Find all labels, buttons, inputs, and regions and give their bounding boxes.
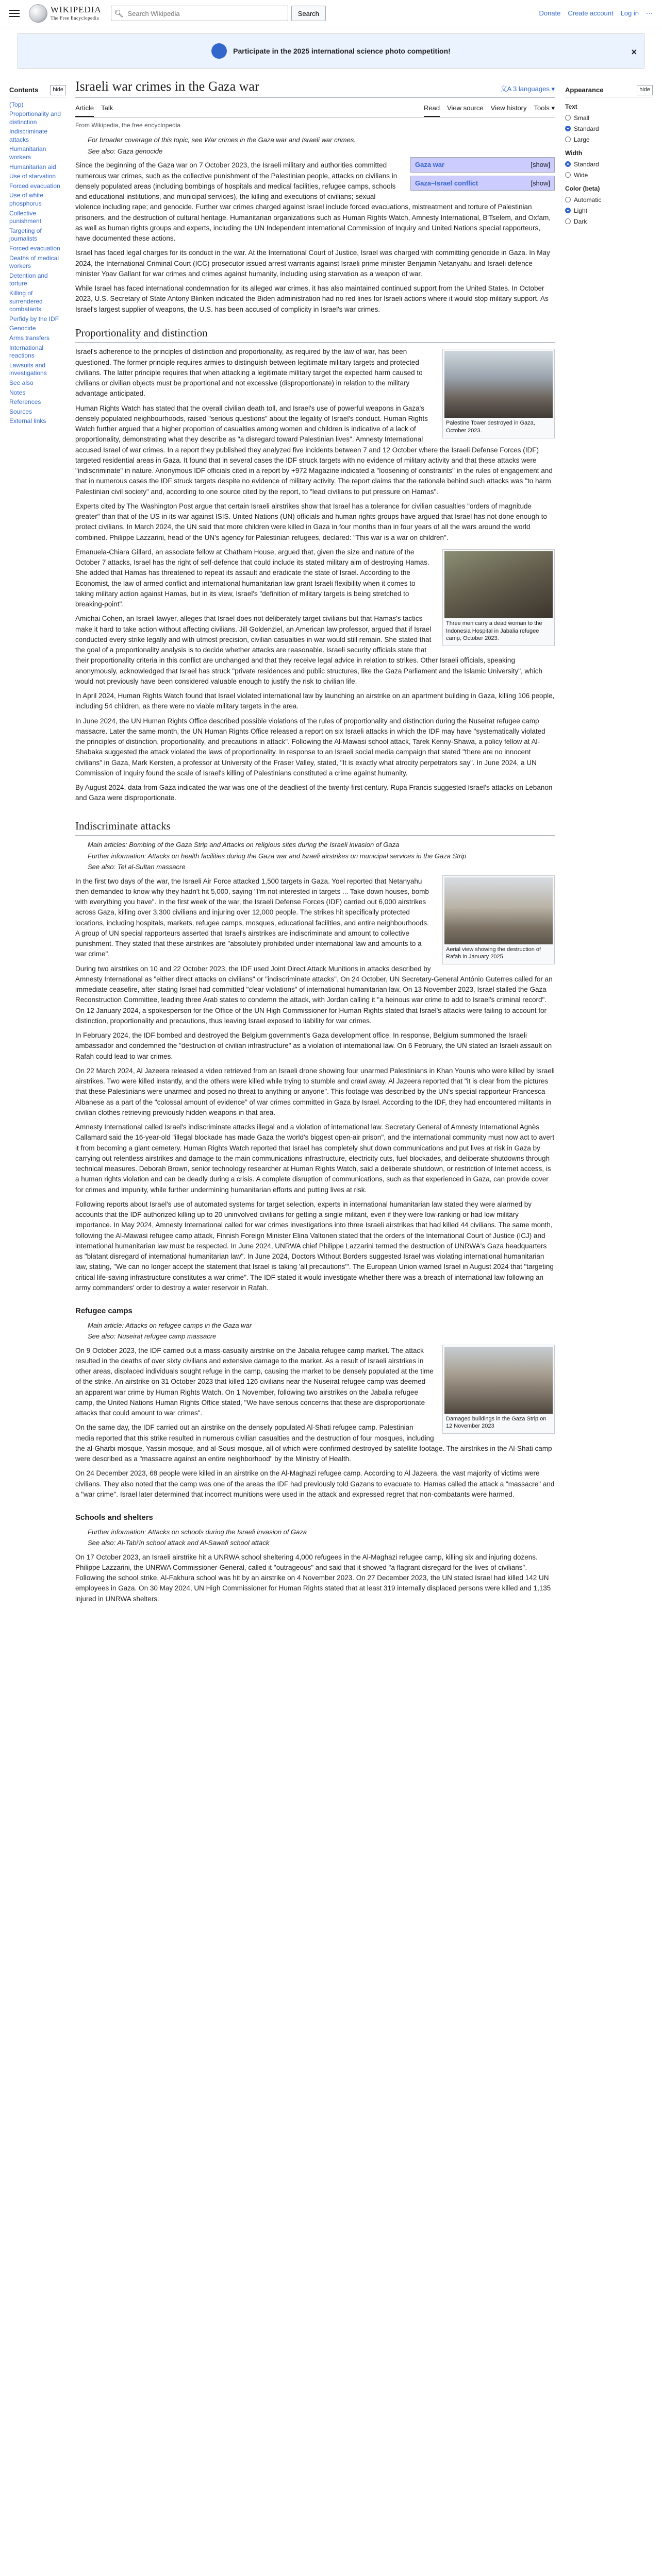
appearance-option-label: Wide [574, 171, 588, 179]
appearance-option-label: Standard [574, 125, 599, 132]
appearance-hide-button[interactable]: hide [637, 85, 653, 95]
toc-item[interactable]: Indiscriminate attacks [9, 128, 48, 143]
radio-icon[interactable] [565, 115, 571, 121]
appearance-option[interactable] [565, 160, 653, 169]
figure-caption: Damaged buildings in the Gaza Strip on 12 November 2023 [446, 1415, 547, 1430]
toc-item[interactable]: References [9, 398, 41, 406]
article-content [75, 75, 555, 1608]
figure-image[interactable] [444, 551, 553, 618]
hatnote: See also: Gaza genocide [88, 147, 163, 155]
figure [442, 549, 555, 647]
toc-item[interactable]: Detention and torture [9, 272, 48, 287]
appearance-option[interactable] [565, 113, 653, 123]
toc-item[interactable]: Sources [9, 408, 32, 415]
toc-item[interactable]: See also [9, 379, 34, 386]
paragraph: Human Rights Watch has stated that the overall civilian death toll, and Israel's use of powerful weapons in Gaza's densely populated neighbourhoods, raised "serious questions" about the legality of Israel's conduct. Human Rights Watch further argued that a higher proportion of casualties among women and children is indicative of a lack of proportionality, demonstrating what they describe as "a disregard toward Palestinian lives". Amnesty International accused Israel of war crimes. In a report they published they analyzed five incidents between 7 and 12 October where the Israeli Defense Forces (IDF) targeted residential areas in Gaza. It found that in several cases the IDF struck targets with no evidence of military activity and that these attacks were "indiscriminate" in nature. Anonymous IDF officials cited in a report by +972 Magazine indicated a "loosening of constraints" in the rules of engagement and that in numerous cases the IDF struck targets despite no evidence of military activity. The report claims that the rationale behind such attacks was "to harm Palestinian civil society" and, according to one source cited by the report, to "lead civilians to put pressure on Hamas". [75, 404, 553, 496]
figure [442, 875, 555, 965]
toc-item[interactable]: Forced evacuation [9, 182, 60, 190]
navbox-show-link[interactable]: [show] [531, 179, 550, 187]
tab-tools[interactable]: Tools ▾ [534, 104, 555, 112]
figure [442, 1345, 555, 1434]
figure-image[interactable] [444, 1347, 553, 1414]
paragraph: In February 2024, the IDF bombed and destroyed the Belgium government's Gaza development office. In response, Belgium summoned the Israeli ambassador and condemned the "destruction of civilian infrastructure" as a violation of international law. On 6 February, the UN stated an Israeli assault on Rafah could lead to war crimes. [75, 1031, 552, 1060]
paragraph: By August 2024, data from Gaza indicated the war was one of the deadliest of the twenty-first century. Rupa Francis suggested Israel's attacks on Lebanon and Gaza were disproportionate. [75, 784, 553, 802]
figure-image[interactable] [444, 877, 553, 944]
toc-item[interactable]: Humanitarian workers [9, 145, 46, 161]
paragraph: While Israel has faced international condemnation for its alleged war crimes, it has also maintained continued support from the United States. In October 2023, U.S. Secretary of State Antony Blinken indicated the Biden administration had no red lines for Israeli actions where it would stop military support. As Israel's largest supplier of weapons, the U.S. has been accused of complicity in Israel's war crimes. [75, 284, 549, 313]
banner-text[interactable]: Participate in the 2025 international science photo competition! [233, 46, 451, 55]
figure [442, 349, 555, 438]
paragraph: Emanuela-Chiara Gillard, an associate fellow at Chatham House, argued that, given the size and nature of the October 7 attacks, Israel has the right of self-defence that could include its stated military aim of destroying Hamas. She added that Hamas has threatened to repeat its assault and eradicate the state of Israel. According to the Economist, the law of armed conflict and international humanitarian law grant Israeli flexibility when it comes to taking military action against Hamas, but in its view, Israel's "definition of military targets is being stretched to breaking-point". [75, 548, 429, 608]
appearance-option-label: Large [574, 135, 590, 143]
toc-hide-button[interactable]: hide [50, 85, 66, 95]
paragraph: In the first two days of the war, the Israeli Air Force attacked 1,500 targets in Gaza. Yoel reported that Netanyahu then demanded to know why they hadn't hit 5,000, saying "I'm not interested in targets ... Take down houses, bomb with everything you have". In the first week of the war, the Israeli Defense Forces (IDF) carried out 6,000 airstrikes across Gaza, killing over 3,300 civilians and injuring over 12,000 people. The strikes hit specifically protected locations, including hospitals, markets, refugee camps, mosques, educational facilities, and entire neighbourhoods. A group of UN special rapporteurs asserted that Israel's airstrikes are indiscriminate and amount to collective punishment. They stated that these airstrikes are "absolutely prohibited under international law and amounts to a war crime". [75, 877, 429, 958]
paragraph: In April 2024, Human Rights Watch found that Israel violated international law by launching an airstrike on an apartment building in Gaza, killing 106 people, including 54 children, as there were no viable military targets in the area. [75, 692, 555, 710]
toc-item[interactable]: Proportionality and distinction [9, 110, 61, 126]
toc-item[interactable]: Use of starvation [9, 173, 56, 180]
toc-item[interactable]: Targeting of journalists [9, 227, 42, 243]
radio-icon[interactable] [565, 161, 571, 167]
toc-item[interactable]: Collective punishment [9, 209, 42, 225]
paragraph: On 22 March 2024, Al Jazeera released a video retrieved from an Israeli drone showing four unarmed Palestinians in Khan Younis who were killed by Israeli airstrikes. Two were killed instantly, and the others were killed while trying to stumble and crawl away. Al Jazeera reported that "it is clear from the pictures that these Palestinians were unarmed and posed no threat to anything or anyone". This footage was described by the UN's special rapporteur Francesca Albanese as a part of the "colossal amount of evidence" of war crimes committed in Gaza by Israel. According to the IDF, they had encountered militants in civilian clothes retrieving previously hidden weapons in that area. [75, 1066, 555, 1116]
appearance-group-label: Width [565, 149, 583, 157]
paragraph: On 24 December 2023, 68 people were killed in an airstrike on the Al-Maghazi refugee camp. According to Al Jazeera, the vast majority of victims were civilians. They also noted that the camp was one of the areas the IDF had previously told Gazans to evacuate to. Hamas called the attack a "massacre" and a "war crime". Israel later determined that incorrect munitions were used in the attack and expressed regret that non-combatants were harmed. [75, 1469, 555, 1498]
section-heading: Refugee camps [75, 1307, 133, 1316]
paragraph: Amnesty International called Israel's indiscriminate attacks illegal and a violation of international law. Secretary General of Amnesty International Agnès Callamard said the 16-year-old "illegal blockade has made Gaza the world's biggest open-air prison", and the international community must now act to avert it from becoming a giant cemetery. Human Rights Watch reported that Israel has completely shut down communications and put lives at risk in Gaza by carrying out relentless airstrikes and damage to the main communications infrastructure, electricity cuts, fuel blockades, and deliberate shutdowns through technical measures. Deborah Brown, senior technology researcher at Human Rights Watch, said a deliberate shutdown, or restriction of Internet access, is a human rights violation and can be deadly during a crisis. A complete disruption of communications, such as that experienced in Gaza, can provide cover for crimes and impunity, while further undermining humanitarian efforts and putting lives at risk. [75, 1123, 555, 1194]
main-menu-icon[interactable] [9, 10, 20, 17]
section-heading: Indiscriminate attacks [75, 818, 555, 836]
site-notice-banner [18, 33, 644, 69]
search-input[interactable] [126, 9, 262, 18]
toc-item[interactable]: Arms transfers [9, 334, 50, 342]
paragraph: On the same day, the IDF carried out an airstrike on the densely populated Al-Shati refugee camp. Palestinian media reported that this strike resulted in numerous civilian casualties and the destruction of four mosques, including the al-Gharbi mosque, Yassin mosque, and al-Sousi mosque, all of which were confirmed destroyed by satellite footage. The airstrikes in the Al-Shati camp were described as a "massacre against an entire neighborhood" by the Ministry of Health. [75, 1423, 552, 1463]
site-header [0, 0, 662, 27]
section-heading: Schools and shelters [75, 1513, 153, 1522]
toc-item[interactable]: Genocide [9, 325, 36, 332]
appearance-option-label: Light [574, 207, 588, 214]
navbox-title[interactable]: Gaza war [415, 161, 445, 169]
paragraph: On 17 October 2023, an Israeli airstrike hit a UNRWA school sheltering 4,000 refugees in the Al-Maghazi refugee camp, killing six and injuring dozens. Philippe Lazzarini, the UNRWA Commissioner-General, called it "outrageous" and said that it showed "a flagrant disregard for the lives of civilians". Following the school strike, Al-Fakhura school was hit by an airstrike on 4 November 2023. On 27 December 2023, the UN stated Israel had killed 142 UN employees in Gaza. On 30 May 2024, UN High Commissioner for Human Rights stated that at least 319 internally displaced persons were killed and 1,135 injured in UNRWA shelters. [75, 1553, 551, 1603]
hatnote: Main articles: Bombing of the Gaza Strip and Attacks on religious sites during the Israeli invasion of Gaza [88, 841, 400, 849]
toc-item[interactable]: Lawsuits and investigations [9, 361, 47, 377]
appearance-group-label: Color (beta) [565, 184, 600, 192]
header-link[interactable]: Create account [568, 9, 614, 18]
paragraph: Since the beginning of the Gaza war on 7 October 2023, the Israeli military and authorities committed numerous war crimes, such as the collective punishment of the Palestinian people, attacks on civilians in densely populated areas (including bombings of hospitals and medical facilities, refugee camps, schools and educational institutions, and municipal services), the killing and executions of civilians; sexual violence including rape; and genocide. Further war crimes charged against Israel include forced evacuations, mistreatment and torture of Palestinian prisoners, and the destruction of cultural heritage. Humanitarian organizations such as Human Rights Watch, Amnesty International, B'Tselem, and Oxfam, as well as human rights groups and experts, including the UN Independent International Commission of Inquiry and United Nations special rapporteurs, have documented these actions. [75, 161, 551, 243]
paragraph: Amichai Cohen, an Israeli lawyer, alleges that Israel does not deliberately target civilians but that Hamas's tactics make it hard to take action without affecting civilians. Jill Goldenziel, an American law professor, argued that if Israel conducted every strike legally and with utmost precision, civilian casualties in war would still remain. She stated that the goal of a proportionality analysis is to decide whether attacks are reasonable. Israeli security officials state that their proportionality criteria in this conflict are unchanged and that they receive legal advice in relation to strikes. Other Israeli officials, speaking anonymously, acknowledged that Israel has struck "private residences and public structures, like the Gaza Parliament and the Islamic University", which would not previously have been considered valuable enough to justify the risk to civilian life. [75, 615, 543, 685]
appearance-option[interactable] [565, 195, 653, 205]
figure-image[interactable] [444, 351, 553, 418]
logo-subtitle: The Free Encyclopedia [51, 15, 99, 21]
navbox-row [410, 176, 555, 191]
sidebar-navbox [410, 157, 555, 194]
tab-view-source[interactable]: View source [447, 104, 484, 112]
appearance-panel [565, 75, 653, 1608]
paragraph: Following reports about Israel's use of automated systems for target selection, experts in international humanitarian law stated they were alarmed by accounts that the IDF authorized killing up to 20 uninvolved civilians for getting a single militant, even if they were low-ranking or had low military importance. In May 2024, Amnesty International called for war crimes investigations into three Israeli airstrikes that had killed 44 civilians. The same month, following the Al-Mawasi refugee camp attack, Finnish Foreign Minister Elina Valtonen stated that the orders of the International Court of Justice (ICJ) and international humanitarian law must be respected. In June 2024, UNRWA chief Philippe Lazzarini termed the destruction of UNRWA's Gaza headquarters as "blatant disregard of international humanitarian law". In June 2024, Doctors Without Borders suggested Israel was violating international humanitarian law, stating, "We can no longer accept the statement that Israel is taking 'all precautions'". The European Union warned Israel in August 2024 that "targeting critical life-saving infrastructure constitutes a war crime". The IDF stated it would investigate whether there was a breach of international law following an army commanders' order to destroy a water reservoir in Rafah. [75, 1200, 554, 1292]
hatnote: Further information: Attacks on health facilities during the Gaza war and Israeli airstrikes on municipal services in the Gaza Strip [88, 852, 467, 860]
hatnote: Further information: Attacks on schools during the Israeli invasion of Gaza [88, 1528, 307, 1536]
appearance-option-label: Dark [574, 217, 587, 225]
page-title: Israeli war crimes in the Gaza war [75, 79, 259, 94]
appearance-option-label: Standard [574, 160, 599, 168]
search-button[interactable]: Search [291, 6, 326, 21]
radio-icon[interactable] [565, 218, 571, 224]
section-heading: Proportionality and distinction [75, 325, 555, 343]
globe-icon [29, 4, 47, 23]
table-of-contents [9, 75, 66, 1608]
paragraph: Israel has faced legal charges for its conduct in the war. At the International Court of Justice, Israel was charged with committing genocide in Gaza. In May 2024, the International Criminal Court (ICC) prosecutor issued arrest warrants against Israeli prime minister Benjamin Netanyahu and Israeli defence minister Yoav Gallant for war crimes and crimes against humanity, including using starvation as a weapon of war. [75, 249, 550, 278]
header-link[interactable]: Log in [620, 9, 639, 18]
paragraph: In June 2024, the UN Human Rights Office described possible violations of the rules of proportionality and distinction during the Nuseirat refugee camp massacre. Later the same month, the UN Human Rights Office released a report on six Israeli attacks in which the IDF may have "systematically violated the principles of distinction, proportionality, and precautions in attack". Following the Al-Mawasi school attack, Tarek Kenny-Shawa, a policy fellow at Al-Shabaka suggested the attack violated the laws of proportionality. In response to an Israeli social media campaign that stated "there are no innocent civilians" in Gaza, Mark Kersten, a professor at University of the Fraser Valley, stated, "It is exactly what atrocity perpetrators say". In June 2024, a UN Commission of Inquiry found the scale of Israel's killing of Palestinians constituted a crime against humanity. [75, 717, 545, 777]
paragraph: Experts cited by The Washington Post argue that certain Israeli airstrikes show that Israel has a tolerance for civilian casualties "orders of magnitude greater" than that of the US in its war against ISIS. United Nations (UN) officials and human rights groups have argued that Israel has not done enough to protect civilians. In March 2024, the UN said that more children were killed in Gaza in four months than in four years of all the wars around the world combined. Philippe Lazzarini, head of the UN's agency for Palestinian refugees, declared: "This war is a war on children". [75, 502, 547, 541]
header-link[interactable]: ··· [646, 9, 653, 18]
figure-caption: Aerial view showing the destruction of Rafah in January 2025 [446, 946, 541, 960]
toc-title: Contents [9, 86, 39, 94]
from-tagline: From Wikipedia, the free encyclopedia [75, 122, 181, 129]
paragraph: Israel's adherence to the principles of distinction and proportionality, as required by the law of war, has been questioned. The former principle requires armies to distinguish between legitimate military targets and protected civilians. The latter principle requires that when attacking a legitimate military target the expected harm caused to civilians or civilian objects must be proportional and not excessive (disproportionate) in relation to the military advantage anticipated. [75, 348, 423, 398]
appearance-option-label: Small [574, 114, 590, 122]
appearance-group-label: Text [565, 103, 577, 110]
figure-caption: Three men carry a dead woman to the Indonesia Hospital in Jabalia refugee camp, October 2023. [446, 620, 542, 642]
hatnote: See also: Al-Tabi'in school attack and Al-Sawafi school attack [88, 1539, 270, 1547]
language-button[interactable]: 文A 3 languages ▾ [500, 85, 555, 93]
toc-item[interactable]: Use of white phosphorus [9, 192, 44, 208]
hatnote: See also: Tel al-Sultan massacre [88, 863, 186, 871]
appearance-option[interactable] [565, 171, 653, 180]
appearance-title: Appearance [565, 86, 604, 94]
close-icon[interactable]: × [631, 47, 637, 57]
toc-item[interactable]: International reactions [9, 344, 44, 360]
tab-read[interactable]: Read [424, 100, 440, 117]
appearance-option[interactable] [565, 217, 653, 226]
toc-item[interactable]: (Top) [9, 100, 24, 108]
paragraph: During two airstrikes on 10 and 22 October 2023, the IDF used Joint Direct Attack Munitions in attacks described by Amnesty International as "either direct attacks on civilians" or "indiscriminate attacks". On 24 October, UN Secretary-General António Guterres called for an immediate ceasefire, after stating Israel had committed "clear violations" of international humanitarian law. On 13 November 2023, Israel stalled the Gaza Reconstruction Committee, leading three Arab states to condemn the attack, with Jordan calling it "a heinous war crime to add to Israel's criminal record". On 12 January 2024, a spokesperson for the Office of the UN High Commissioner for Human Rights stated that Israel's attacks were failing to account for distinction, proportionality and precautions, thus leaving Israel exposed to liability for war crimes. [75, 964, 553, 1025]
radio-icon[interactable] [565, 126, 571, 131]
search-box [111, 6, 288, 21]
toc-item[interactable]: Deaths of medical workers [9, 254, 59, 270]
tab-view-history[interactable]: View history [490, 104, 527, 112]
navbox-title[interactable]: Gaza–Israel conflict [415, 179, 478, 187]
appearance-option-label: Automatic [574, 196, 602, 204]
radio-icon[interactable] [565, 172, 571, 178]
hatnote: See also: Nuseirat refugee camp massacre [88, 1332, 217, 1341]
paragraph: On 9 October 2023, the IDF carried out a mass-casualty airstrike on the Jabalia refugee camp market. The attack resulted in the deaths of over sixty civilians and extensive damage to the market. As a result of Israeli airstrikes in other areas, displaced individuals sought refuge in the camp, causing the market to be densely populated at the time of the strike. An airstrike on 31 October 2023 that killed 126 civilians near the Nuseirat refugee camp was deemed an apparent war crime by Human Rights Watch. On 1 November, following two airstrikes on the Jabalia refugee camp, the United Nations Human Rights Office stated, "We have serious concerns that these are disproportionate attacks that could amount to war crimes". [75, 1346, 434, 1417]
toc-item[interactable]: Perfidy by the IDF [9, 315, 59, 323]
camera-icon [211, 43, 227, 59]
wikipedia-logo[interactable] [29, 4, 102, 23]
hatnote: Main article: Attacks on refugee camps in the Gaza war [88, 1321, 252, 1329]
toc-item[interactable]: Notes [9, 388, 26, 396]
appearance-option[interactable] [565, 135, 653, 144]
toc-item[interactable]: External links [9, 417, 46, 425]
figure-caption: Palestine Tower destroyed in Gaza, October 2023. [446, 420, 535, 434]
toc-item[interactable]: Humanitarian aid [9, 163, 56, 171]
radio-icon[interactable] [565, 208, 571, 213]
tab-talk[interactable]: Talk [101, 104, 113, 112]
navbox-show-link[interactable]: [show] [531, 161, 550, 169]
search-icon: 🔍︎ [114, 9, 124, 18]
header-links [539, 8, 653, 19]
tab-article[interactable]: Article [75, 100, 94, 117]
navbox-row [410, 157, 555, 173]
radio-icon[interactable] [565, 137, 571, 142]
appearance-option[interactable] [565, 124, 653, 133]
appearance-option[interactable] [565, 206, 653, 215]
hatnote: For broader coverage of this topic, see War crimes in the Gaza war and Israeli war crimes. [88, 136, 356, 144]
logo-title: WIKIPEDIA [51, 4, 102, 14]
toc-item[interactable]: Forced evacuation [9, 245, 60, 252]
radio-icon[interactable] [565, 197, 571, 202]
toc-item[interactable]: Killing of surrendered combatants [9, 289, 43, 313]
header-link[interactable]: Donate [539, 9, 561, 18]
